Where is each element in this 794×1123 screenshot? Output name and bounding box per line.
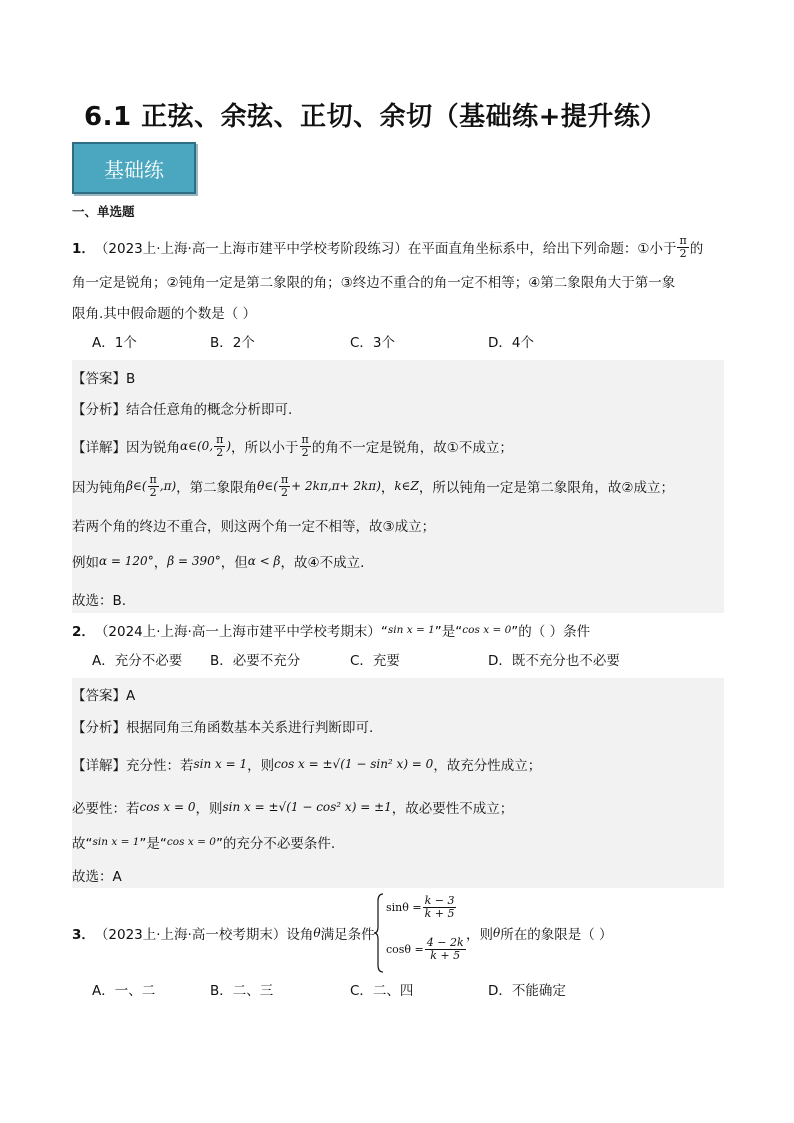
q1-stem-text: （2023上·上海·高一上海市建平中学校考阶段练习）在平面直角坐标系中，给出下列命题：①小于	[94, 241, 677, 257]
q1-number: 1．	[72, 241, 95, 257]
q2-solution-block	[72, 678, 724, 888]
q1-pi-over-2: $\frac{\pi}{2}$	[679, 233, 687, 260]
q3-options	[92, 981, 712, 1001]
q1-detail-line-2: 因为钝角 β∈( $\frac{\pi}{2}$ ,π) ，第二象限角 θ∈( $\frac{\pi}{2}$ + 2kπ,π+ 2kπ) ， k∈Z ，所以钝角一定是第二象限角，故②成立；	[72, 472, 674, 499]
q3-option-a[interactable]: A．一、二	[92, 983, 156, 999]
q2-detail-line-3: 故“ sin x = 1 ”是“ cos x = 0 ”的充分不必要条件.	[72, 836, 336, 852]
q1-detail-line-4: 例如 α = 120° ， β = 390° ，但 α < β ，故④不成立.	[72, 554, 365, 571]
q1-choose: 故选：B.	[72, 593, 127, 609]
q1-options	[92, 333, 712, 353]
q1-detail-line-3: 若两个角的终边不重合，则这两个角一定不相等，故③成立；	[72, 519, 436, 535]
q1-option-b[interactable]: B．2个	[210, 335, 255, 351]
q1-option-c[interactable]: C．3个	[350, 335, 396, 351]
q3-cos-equation: cosθ = $\frac{4 - 2k}{k + 5}$	[386, 936, 464, 962]
q3-option-d[interactable]: D．不能确定	[488, 983, 566, 999]
q3-option-b[interactable]: B．二、三	[210, 983, 274, 999]
basic-practice-badge: 基础练	[72, 142, 196, 194]
q2-option-d[interactable]: D．既不充分也不必要	[488, 653, 620, 669]
q1-stem-line-1: 1． （2023上·上海·高一上海市建平中学校考阶段练习）在平面直角坐标系中，给出下列命题：①小于 $\frac{\pi}{2}$ 的	[72, 233, 704, 260]
q3-option-c[interactable]: C．二、四	[350, 983, 414, 999]
q2-options	[92, 651, 712, 671]
q3-stem-right: ，则 θ 所在的象限是（ ）	[466, 926, 613, 943]
q3-stem-left: 3． （2023上·上海·高一校考期末）设角 θ 满足条件	[72, 922, 372, 944]
page-title: 6.1 正弦、余弦、正切、余切（基础练+提升练）	[84, 102, 667, 132]
q1-stem-line-2: 角一定是锐角；②钝角一定是第二象限的角；③终边不重合的角一定不相等；④第二象限角大于第一象	[72, 275, 676, 291]
q2-option-b[interactable]: B．必要不充分	[210, 653, 301, 669]
q3-equation-system	[374, 893, 470, 973]
q2-detail-line-1: 【详解】充分性：若 sin x = 1 ，则 cos x = ±√(1 − sin² x) = 0 ，故充分性成立；	[72, 757, 542, 774]
q3-number: 3．	[72, 927, 95, 943]
left-brace-icon	[374, 893, 384, 973]
q1-answer: 【答案】B	[72, 371, 136, 387]
q2-analysis: 【分析】根据同角三角函数基本关系进行判断即可.	[72, 720, 374, 736]
q2-option-c[interactable]: C．充要	[350, 653, 400, 669]
q2-choose: 故选：A	[72, 869, 122, 885]
q1-option-a[interactable]: A．1个	[92, 335, 137, 351]
q1-analysis: 【分析】结合任意角的概念分析即可.	[72, 402, 293, 418]
q2-answer: 【答案】A	[72, 688, 136, 704]
q2-stem: 2． （2024上·上海·高一上海市建平中学校考期末）“ sin x = 1 ”是“ cos x = 0 ”的（ ）条件	[72, 619, 724, 641]
q2-detail-line-2: 必要性：若 cos x = 0 ，则 sin x = ±√(1 − cos² x) = ±1 ，故必要性不成立；	[72, 800, 514, 817]
q1-stem-line-3: 限角.其中假命题的个数是（ ）	[72, 306, 257, 322]
q1-detail-line-1: 【详解】因为锐角 α∈(0, $\frac{\pi}{2}$ ) ，所以小于 $\frac{\pi}{2}$ 的角不一定是锐角，故①不成立；	[72, 432, 513, 459]
q3-sin-equation: sinθ = $\frac{k - 3}{k + 5}$	[386, 894, 455, 920]
q2-option-a[interactable]: A．充分不必要	[92, 653, 183, 669]
q2-number: 2．	[72, 624, 95, 640]
section-heading: 一、单选题	[72, 204, 135, 219]
q1-option-d[interactable]: D．4个	[488, 335, 534, 351]
